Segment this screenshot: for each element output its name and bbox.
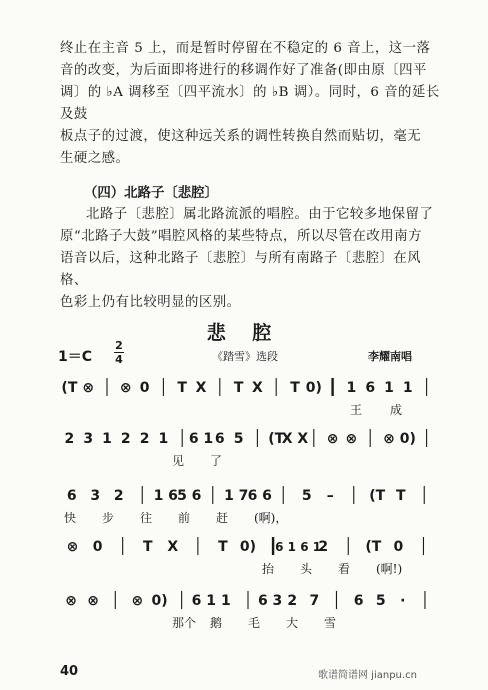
score-singer: 李耀南唱: [368, 350, 412, 363]
score-note: 1: [346, 380, 357, 396]
lyric-word: 鹅: [210, 616, 223, 630]
score-note: (T: [365, 539, 382, 555]
score-note: 1 6: [153, 488, 178, 504]
meter-bottom: 4: [115, 353, 123, 366]
score-note: X: [252, 380, 263, 396]
paragraph-line: 北路子〔悲腔〕属北路流派的唱腔。由于它较多地保留了: [86, 207, 434, 222]
lyric-word: 王: [350, 403, 363, 417]
score-note: 2: [64, 431, 75, 447]
lyric-word: 了: [210, 454, 223, 468]
score-note: 1: [402, 380, 413, 396]
score-note: T: [233, 380, 244, 396]
score-note: T: [142, 539, 153, 555]
score-note: 2: [287, 593, 298, 609]
lyric-word: 快: [64, 511, 77, 525]
lyric-word: 大: [286, 616, 299, 630]
score-note: T: [290, 380, 300, 396]
score-note: X: [167, 539, 179, 555]
paragraph-line: 原“北路子大鼓”唱腔风格的某些特点，所以尽管在改用南方: [60, 229, 422, 244]
score-note: 5 6: [177, 488, 202, 504]
score-note: 6: [353, 593, 364, 609]
score-note: 1: [158, 431, 169, 447]
score-note: 2: [113, 488, 124, 504]
lyric-word: 前: [178, 511, 191, 525]
score-note: 1: [102, 431, 112, 447]
score-note: ·: [400, 593, 406, 609]
score-note: (T: [268, 431, 285, 447]
score-note: T: [218, 539, 228, 555]
lyric-word: 步: [102, 511, 115, 525]
score-note: (T: [61, 380, 78, 396]
score-note: T: [395, 488, 406, 504]
score-note: 3: [83, 431, 94, 447]
lyric-word: 成: [390, 403, 403, 417]
lyric-word: 那个: [172, 616, 197, 630]
score-note: 3: [90, 488, 101, 504]
score-note: 0): [305, 380, 322, 396]
score-note: ⊗: [66, 539, 79, 555]
score-note: 6: [66, 488, 77, 504]
score-note: 2: [139, 431, 150, 447]
score-note: –: [326, 488, 334, 504]
score-note: 0: [139, 380, 150, 396]
score-note: 1 7: [224, 488, 249, 504]
score-note: (T: [369, 488, 386, 504]
score-note: 7: [309, 593, 320, 609]
lyric-word: 头: [300, 562, 313, 576]
paragraph-line: 生硬之感。: [60, 151, 130, 166]
paragraph-line: 语音以后，这种北路子〔悲腔〕与所有南路子〔悲腔〕在风格、: [60, 251, 422, 288]
score-note: ⊗: [82, 380, 95, 396]
lyric-word: 雪: [324, 616, 337, 630]
watermark: 歌谱简谱网 jianpu.cn: [318, 670, 417, 681]
lyric-word: 往: [140, 511, 153, 525]
score-note: 5: [301, 488, 312, 504]
score-note: 0): [239, 539, 257, 555]
score-note: 5: [233, 431, 244, 447]
score-note: 6: [365, 380, 376, 396]
score-note: 0): [399, 431, 416, 447]
paragraph-line: 音的改变，为后面即将进行的移调作好了准备(即由原〔四平: [60, 63, 427, 78]
section-heading: （四）北路子〔悲腔〕: [84, 185, 218, 201]
score-note: ⊗: [87, 593, 100, 609]
score-note: ⊗: [65, 593, 77, 609]
score-note: 0: [393, 539, 404, 555]
page-number: 40: [60, 664, 79, 679]
lyric-word: 看: [338, 562, 351, 576]
score-note: ⊗: [383, 431, 395, 447]
lyric-word: 毛: [248, 616, 261, 630]
paragraph-line: 终止在主音 5 上，而是暂时停留在不稳定的 6 音上，这一落: [60, 41, 431, 56]
score-note: ⊗: [326, 431, 339, 447]
score-title: 悲 腔: [206, 322, 282, 344]
score-note: 0): [151, 593, 168, 609]
score-note: 6 1 6 1: [275, 540, 322, 554]
score-note: 2: [318, 539, 329, 555]
lyric-word: (啊!): [376, 562, 403, 576]
score-note: 6: [214, 431, 225, 447]
score-note: 1: [221, 593, 231, 609]
score-note: 5: [375, 593, 386, 609]
paragraph-line: 色彩上仍有比较明显的区别。: [60, 295, 241, 310]
score-source: 《踏雪》选段: [212, 350, 278, 363]
score-note: ⊗: [119, 380, 132, 396]
score-note: 6 1: [191, 593, 216, 609]
lyric-word: 赶: [216, 511, 229, 525]
lyric-word: 见: [172, 454, 185, 468]
paragraph-line: 调〕的 ♭A 调移至〔四平流水〕的 ♭B 调）。同时，6 音的延长及鼓: [60, 85, 440, 122]
score-note: X: [195, 380, 207, 396]
score-note: T: [177, 380, 187, 396]
score-note: ⊗: [131, 593, 144, 609]
score-note: 1: [384, 380, 394, 396]
lyric-word: 抬: [262, 562, 275, 576]
score-note: X X: [281, 431, 309, 447]
score-note: 2: [120, 431, 131, 447]
score-note: 6 1: [188, 431, 214, 447]
lyric-word: (啊)，: [254, 511, 288, 525]
score-note: 6 6: [247, 488, 272, 504]
score-note: 6 3: [257, 593, 283, 609]
key-signature: 1＝C: [58, 349, 93, 365]
paragraph-line: 板点子的过渡，使这种远关系的调性转换自然而贴切，毫无: [60, 129, 422, 144]
meter-top: 2: [115, 339, 123, 352]
score-note: ⊗: [345, 431, 358, 447]
score-note: 0: [92, 539, 103, 555]
